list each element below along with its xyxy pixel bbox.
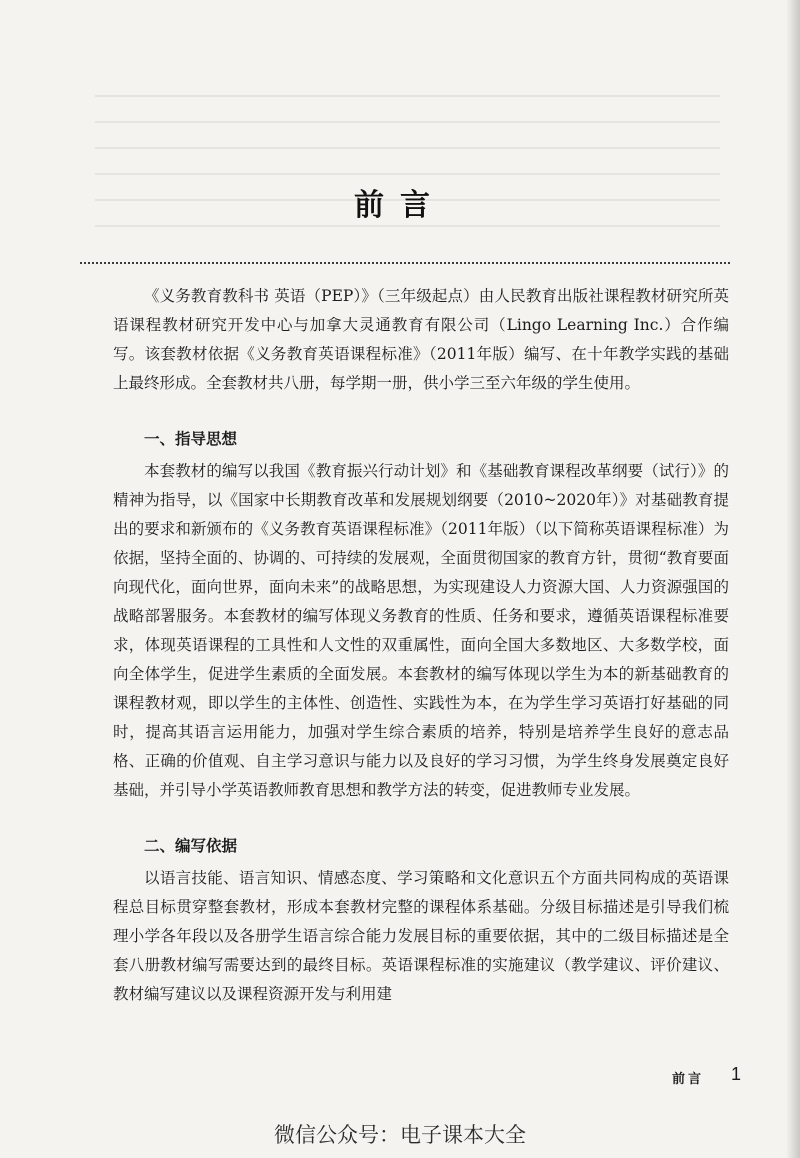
scan-edge-shadow <box>786 0 800 1158</box>
section-heading-guiding-principles: 一、指导思想 <box>144 429 238 448</box>
section-paragraph-basis: 以语言技能、语言知识、情感态度、学习策略和文化意识五个方面共同构成的英语课程总目标贯穿整套教材，形成本套教材完整的课程体系基础。分级目标描述是引导我们梳理小学各年段以及各册学生语言综合能力发展目标的重要依据，其中的二级目标描述是全套八册教材编写需要达到的最终目标。英语课程标准的实施建议（教学建议、评价建议、教材编写建议以及课程资源开发与利用建 <box>113 869 729 1003</box>
body-text <box>113 282 729 1009</box>
section-paragraph-guiding-principles: 本套教材的编写以我国《教育振兴行动计划》和《基础教育课程改革纲要（试行）》的精神为指导，以《国家中长期教育改革和发展规划纲要（2010~2020年）》对基础教育提出的要求和新颁布的《义务教育英语课程标准》（2011年版）（以下简称英语课程标准）为依据，坚持全面的、协调的、可持续的发展观，全面贯彻国家的教育方针，贯彻“教育要面向现代化，面向世界，面向未来”的战略思想，为实现建设人力资源大国、人力资源强国的战略部署服务。本套教材的编写体现义务教育的性质、任务和要求，遵循英语课程标准要求，体现英语课程的工具性和人文性的双重属性，面向全国大多数地区、大多数学校，面向全体学生，促进学生素质的全面发展。本套教材的编写体现以学生为本的新基础教育的课程教材观，即以学生的主体性、创造性、实践性为本，在为学生学习英语打好基础的同时，提高其语言运用能力，加强对学生综合素质的培养，特别是培养学生良好的意志品格、正确的价值观、自主学习意识与能力以及良好的学习习惯，为学生终身发展奠定良好基础，并引导小学英语教师教育思想和教学方法的转变，促进教师专业发展。 <box>113 462 729 799</box>
running-footer-label: 前言 <box>672 1072 705 1087</box>
intro-paragraph: 《义务教育教科书 英语（PEP）》（三年级起点）由人民教育出版社课程教材研究所英语课程教材研究开发中心与加拿大灵通教育有限公司（Lingo Learning Inc.）合作编写。该套教材依据《义务教育英语课程标准》（2011年版）编写、在十年教学实践的基础上最终形成。全套教材共八册，每学期一册，供小学三至六年级的学生使用。 <box>113 287 729 392</box>
title-divider <box>80 262 730 264</box>
watermark-text: 微信公众号：电子课本大全 <box>274 1123 526 1147</box>
section-heading-basis: 二、编写依据 <box>144 836 238 855</box>
page-number: 1 <box>731 1064 742 1084</box>
page-title: 前言 <box>354 188 446 223</box>
